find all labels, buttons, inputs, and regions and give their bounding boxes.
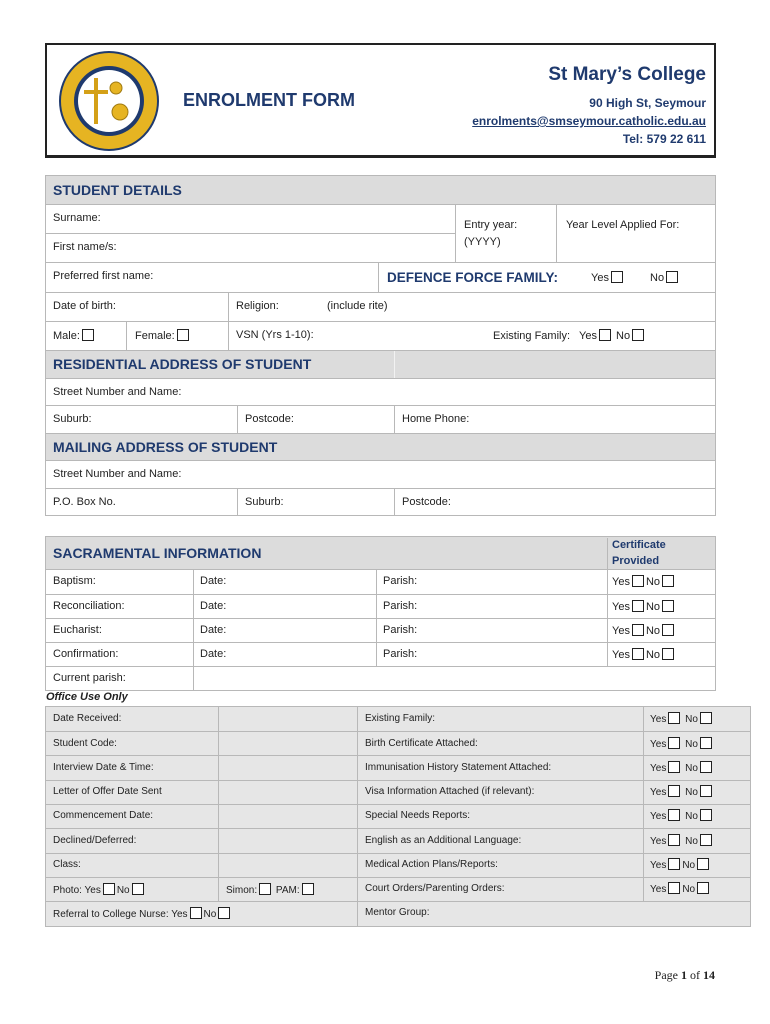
- defence-no: No: [650, 271, 680, 284]
- office-right-label: Special Needs Reports:: [365, 810, 471, 821]
- no-checkbox[interactable]: [700, 712, 712, 724]
- eucharist-yes-checkbox[interactable]: [632, 624, 644, 636]
- photo-no-checkbox[interactable]: [132, 883, 144, 895]
- res-suburb-label: Suburb:: [53, 413, 92, 425]
- reconciliation-no-checkbox[interactable]: [662, 600, 674, 612]
- office-yes-no: Yes No: [650, 785, 714, 798]
- yes-checkbox[interactable]: [668, 809, 680, 821]
- office-yes-no: Yes No: [650, 882, 711, 895]
- office-right-label: Visa Information Attached (if relevant):: [365, 786, 535, 797]
- defence-force-label: DEFENCE FORCE FAMILY:: [387, 270, 559, 285]
- sacrament-label: Reconciliation:: [53, 600, 125, 612]
- baptism-no-checkbox[interactable]: [662, 575, 674, 587]
- baptism-yes-checkbox[interactable]: [632, 575, 644, 587]
- sacramental-heading: SACRAMENTAL INFORMATION: [53, 545, 262, 561]
- sacrament-date-label: Date:: [200, 575, 227, 587]
- office-left-label: Date Received:: [53, 713, 122, 724]
- college-name: St Mary’s College: [548, 64, 706, 85]
- office-yes-no: Yes No: [650, 761, 714, 774]
- sacrament-label: Baptism:: [53, 575, 96, 587]
- college-address: 90 High St, Seymour: [589, 96, 706, 110]
- defence-no-checkbox[interactable]: [666, 271, 678, 283]
- first-names-label: First name/s:: [53, 241, 117, 253]
- office-use-heading: Office Use Only: [46, 691, 128, 703]
- surname-label: Surname:: [53, 212, 101, 224]
- no-checkbox[interactable]: [700, 834, 712, 846]
- college-logo: [58, 50, 160, 152]
- female-field: Female:: [135, 329, 191, 342]
- college-email[interactable]: enrolments@smseymour.catholic.edu.au: [472, 114, 706, 128]
- office-right-label: English as an Additional Language:: [365, 835, 522, 846]
- no-checkbox[interactable]: [697, 882, 709, 894]
- entry-year-label: Entry year:: [464, 219, 518, 231]
- sacrament-date-label: Date:: [200, 624, 227, 636]
- res-street-label: Street Number and Name:: [53, 386, 182, 398]
- nurse-no-checkbox[interactable]: [218, 907, 230, 919]
- no-checkbox[interactable]: [700, 761, 712, 773]
- year-level-label: Year Level Applied For:: [566, 219, 680, 231]
- office-right-label: Immunisation History Statement Attached:: [365, 762, 552, 773]
- existing-family-field: Existing Family: Yes No: [493, 329, 646, 342]
- sacrament-certificate: Yes No: [612, 624, 676, 637]
- provided-label: Provided: [612, 555, 660, 567]
- office-right-label: Mentor Group:: [365, 907, 430, 918]
- male-field: Male:: [53, 329, 96, 342]
- sacrament-date-label: Date:: [200, 600, 227, 612]
- sacrament-parish-label: Parish:: [383, 575, 418, 587]
- current-parish-label: Current parish:: [53, 672, 126, 684]
- sacrament-certificate: Yes No: [612, 600, 676, 613]
- yes-checkbox[interactable]: [668, 785, 680, 797]
- page-number: Page 1 of 14: [654, 968, 715, 982]
- student-heading: STUDENT DETAILS: [53, 182, 182, 198]
- vsn-label: VSN (Yrs 1-10):: [236, 329, 314, 341]
- photo-field: Photo: Yes No: [53, 883, 146, 896]
- pam-checkbox[interactable]: [302, 883, 314, 895]
- female-checkbox[interactable]: [177, 329, 189, 341]
- office-left-label: Interview Date & Time:: [53, 762, 154, 773]
- dob-label: Date of birth:: [53, 300, 116, 312]
- form-title: ENROLMENT FORM: [183, 90, 355, 110]
- mail-postcode-label: Postcode:: [402, 496, 451, 508]
- office-yes-no: Yes No: [650, 737, 714, 750]
- office-right-label: Court Orders/Parenting Orders:: [365, 883, 505, 894]
- certificate-label: Certificate: [612, 539, 666, 551]
- yes-checkbox[interactable]: [668, 737, 680, 749]
- residential-heading: RESIDENTIAL ADDRESS OF STUDENT: [53, 356, 312, 372]
- sacrament-date-label: Date:: [200, 648, 227, 660]
- confirmation-yes-checkbox[interactable]: [632, 648, 644, 660]
- res-home-phone-label: Home Phone:: [402, 413, 470, 425]
- mail-po-box-label: P.O. Box No.: [53, 496, 116, 508]
- photo-yes-checkbox[interactable]: [103, 883, 115, 895]
- sacrament-certificate: Yes No: [612, 575, 676, 588]
- office-left-label: Letter of Offer Date Sent: [53, 786, 162, 797]
- preferred-name-label: Preferred first name:: [53, 270, 154, 282]
- no-checkbox[interactable]: [700, 809, 712, 821]
- sacrament-parish-label: Parish:: [383, 648, 418, 660]
- mail-suburb-label: Suburb:: [245, 496, 284, 508]
- office-left-label: Class:: [53, 859, 81, 870]
- simon-pam-field: Simon: PAM:: [226, 883, 316, 896]
- nurse-yes-checkbox[interactable]: [190, 907, 202, 919]
- office-yes-no: Yes No: [650, 834, 714, 847]
- include-rite-label: (include rite): [327, 300, 388, 312]
- sacrament-parish-label: Parish:: [383, 624, 418, 636]
- office-yes-no: Yes No: [650, 858, 711, 871]
- defence-yes-checkbox[interactable]: [611, 271, 623, 283]
- res-postcode-label: Postcode:: [245, 413, 294, 425]
- religion-label: Religion:: [236, 300, 279, 312]
- yes-checkbox[interactable]: [668, 761, 680, 773]
- yes-checkbox[interactable]: [668, 858, 680, 870]
- simon-checkbox[interactable]: [259, 883, 271, 895]
- eucharist-no-checkbox[interactable]: [662, 624, 674, 636]
- office-right-label: Medical Action Plans/Reports:: [365, 859, 498, 870]
- no-checkbox[interactable]: [697, 858, 709, 870]
- yes-checkbox[interactable]: [668, 882, 680, 894]
- yes-checkbox[interactable]: [668, 834, 680, 846]
- reconciliation-yes-checkbox[interactable]: [632, 600, 644, 612]
- defence-yes: Yes: [591, 271, 625, 284]
- office-left-label: Declined/Deferred:: [53, 835, 137, 846]
- existing-family-yes-checkbox[interactable]: [599, 329, 611, 341]
- office-yes-no: Yes No: [650, 712, 714, 725]
- office-left-label: Student Code:: [53, 738, 117, 749]
- nurse-field: Referral to College Nurse: Yes No: [53, 907, 232, 920]
- no-checkbox[interactable]: [700, 737, 712, 749]
- mailing-heading: MAILING ADDRESS OF STUDENT: [53, 439, 278, 455]
- male-checkbox[interactable]: [82, 329, 94, 341]
- office-left-label: Commencement Date:: [53, 810, 154, 821]
- entry-year-format: (YYYY): [464, 236, 501, 248]
- existing-family-no-checkbox[interactable]: [632, 329, 644, 341]
- mail-street-label: Street Number and Name:: [53, 468, 182, 480]
- yes-checkbox[interactable]: [668, 712, 680, 724]
- sacrament-parish-label: Parish:: [383, 600, 418, 612]
- office-yes-no: Yes No: [650, 809, 714, 822]
- office-right-label: Birth Certificate Attached:: [365, 738, 478, 749]
- confirmation-no-checkbox[interactable]: [662, 648, 674, 660]
- office-right-label: Existing Family:: [365, 713, 436, 724]
- sacrament-certificate: Yes No: [612, 648, 676, 661]
- no-checkbox[interactable]: [700, 785, 712, 797]
- sacrament-label: Eucharist:: [53, 624, 102, 636]
- college-phone: Tel: 579 22 611: [622, 132, 706, 146]
- sacrament-label: Confirmation:: [53, 648, 119, 660]
